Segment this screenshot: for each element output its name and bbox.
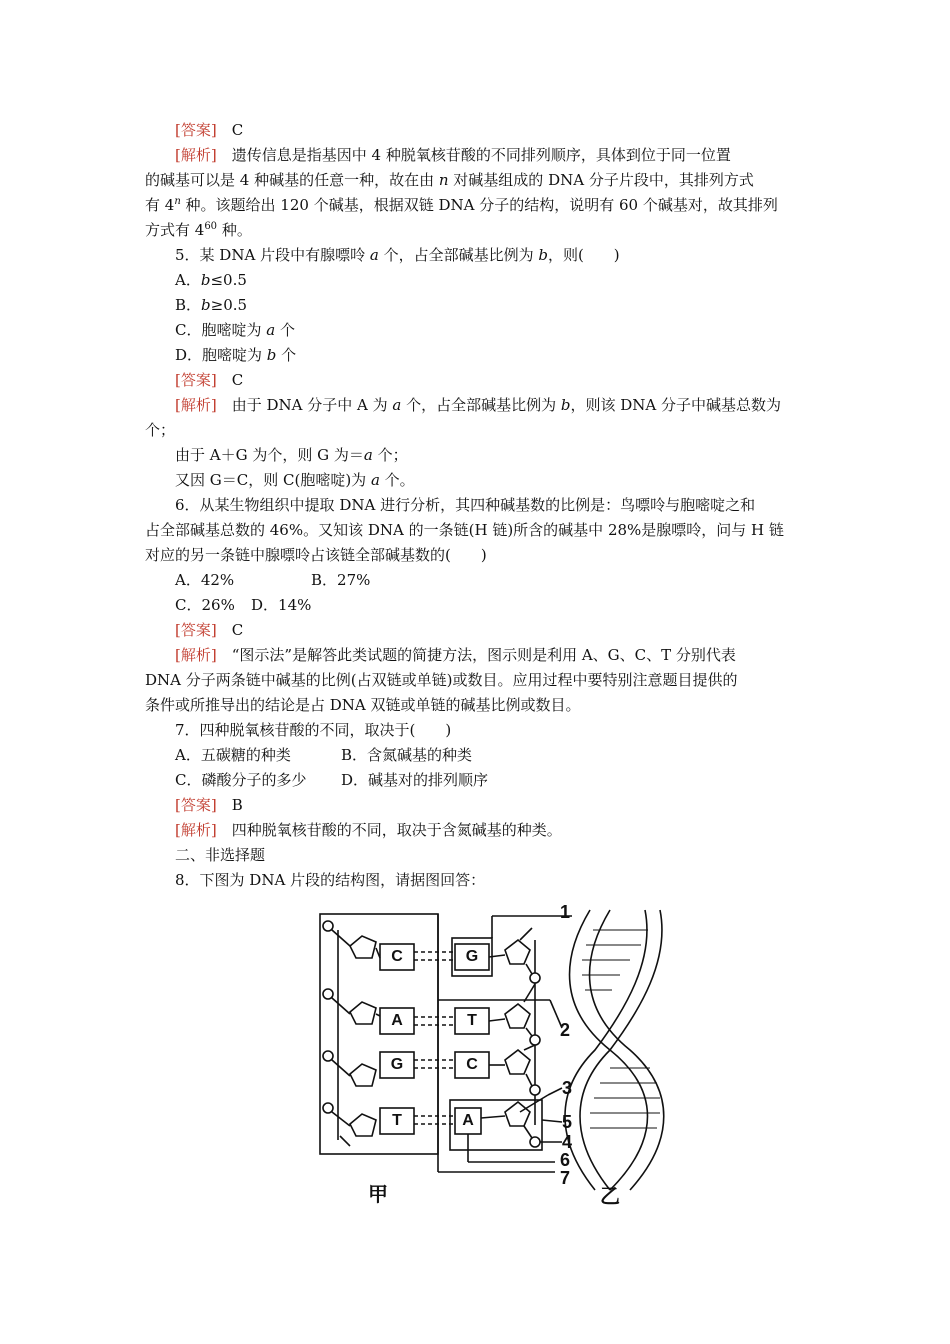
label-number-4: 4 (562, 1132, 573, 1152)
answer-tag: [答案] (175, 796, 217, 814)
q6-options-row (145, 593, 810, 618)
q8-stem: 8．下图为 DNA 片段的结构图，请据图回答： (175, 871, 486, 889)
q7-stem: 7．四种脱氧核苷酸的不同，取决于( ) (175, 721, 452, 739)
base-pair-row-2 (323, 984, 540, 1045)
document-body (145, 118, 810, 893)
label-number-3: 3 (562, 1078, 573, 1098)
answer-value: C (231, 371, 244, 389)
q5-option-a: A．b≤0.5 (175, 271, 247, 289)
q6-option-b: B．27% (311, 571, 371, 589)
q4-analysis-line (145, 143, 810, 168)
q5-stem: 5．某 DNA 片段中有腺嘌呤 a 个，占全部碱基比例为 b，则( ) (175, 246, 620, 264)
base-right-3: C (466, 1056, 478, 1073)
q4-analysis-line: 的碱基可以是 4 种碱基的任意一种，故在由 n 对碱基组成的 DNA 分子片段中，其排列方式 (145, 171, 754, 189)
q6-option-c: C．26% (175, 596, 235, 614)
base-pair-row-1 (323, 921, 540, 983)
label-number-2: 2 (560, 1020, 571, 1040)
dna-structure-figure (310, 900, 680, 1210)
q7-options-row (145, 768, 810, 793)
q7-option-a: A．五碳糖的种类 (175, 746, 291, 764)
q6-option-d: D．14% (251, 596, 312, 614)
label-number-5: 5 (562, 1112, 573, 1132)
base-pair-row-3 (323, 1045, 540, 1095)
q6-analysis-line: 条件或所推导出的结论是占 DNA 双链或单链的碱基比例或数目。 (145, 696, 581, 714)
base-right-1: G (465, 948, 479, 965)
q5-analysis-line: 个； (145, 421, 176, 439)
answer-tag: [答案] (175, 621, 217, 639)
base-right-2: T (467, 1012, 477, 1029)
q7-answer (145, 793, 810, 818)
q7-option-b: B．含氮碱基的种类 (341, 746, 473, 764)
base-left-4: T (392, 1112, 402, 1129)
q4-answer (145, 118, 810, 143)
q6-stem: 6．从某生物组织中提取 DNA 进行分析，其四种碱基数的比例是：鸟嘌呤与胞嘧啶之和 (175, 496, 756, 514)
helix-strand-a (570, 910, 648, 1190)
analysis-tag: [解析] (175, 146, 217, 164)
q5-analysis-line: 由于 A＋G 为个，则 G 为＝a 个； (175, 446, 408, 464)
analysis-tag: [解析] (175, 396, 217, 414)
dna-diagram (310, 900, 680, 1210)
q7-option-d: D．碱基对的排列顺序 (341, 771, 489, 789)
label-number-7: 7 (560, 1168, 571, 1188)
q6-analysis-line: [解析] “图示法”是解答此类试题的简捷方法，图示则是利用 A、G、C、T 分别代表 (175, 646, 736, 664)
base-pair-row-4 (323, 1100, 542, 1150)
helix-rungs (582, 930, 660, 1128)
base-left-2: A (391, 1012, 403, 1029)
q5-option-b: B．b≥0.5 (175, 296, 248, 314)
q5-option-c: C．胞嘧啶为 a 个 (175, 321, 295, 339)
answer-tag: [答案] (175, 121, 217, 139)
figure-label-yi: 乙 (600, 1184, 620, 1208)
q5-analysis-line: 又因 G＝C，则 C(胞嘧啶)为 a 个。 (175, 471, 415, 489)
q6-options-row (145, 568, 810, 593)
q6-stem: 对应的另一条链中腺嘌呤占该链全部碱基数的( ) (145, 546, 487, 564)
section-heading: 二、非选择题 (175, 846, 266, 864)
answer-tag: [答案] (175, 371, 217, 389)
q7-analysis-line: [解析] 四种脱氧核苷酸的不同，取决于含氮碱基的种类。 (175, 821, 562, 839)
analysis-tag: [解析] (175, 646, 217, 664)
label-number-1: 1 (560, 902, 571, 922)
answer-value: C (231, 121, 244, 139)
answer-value: B (231, 796, 243, 814)
q7-options-row (145, 743, 810, 768)
q5-answer (145, 368, 810, 393)
base-left-3: G (390, 1056, 404, 1073)
q6-stem: 占全部碱基总数的 46%。又知该 DNA 的一条链(H 链)所含的碱基中 28%是腺嘌呤，问与 H 链 (145, 521, 784, 539)
q7-option-c: C．磷酸分子的多少 (175, 771, 307, 789)
q6-option-a: A．42% (175, 571, 235, 589)
q5-analysis-line: [解析] 由于 DNA 分子中 A 为 a 个，占全部碱基比例为 b，则该 DNA 分子中碱基总数为 (175, 396, 782, 414)
figure-label-jia: 甲 (368, 1182, 388, 1206)
answer-value: C (231, 621, 244, 639)
label-number-6: 6 (560, 1150, 571, 1170)
q4-analysis-line: 有 4$^n$ 种。该题给出 120 个碱基，根据双链 DNA 分子的结构，说明有 60 个碱基对，故其排列 (145, 196, 778, 214)
base-right-4: A (462, 1112, 474, 1129)
analysis-tag: [解析] (175, 821, 217, 839)
q5-option-d: D．胞嘧啶为 b 个 (175, 346, 297, 364)
analysis-text: 遗传信息是指基因中 4 种脱氧核苷酸的不同排列顺序，具体到位于同一位置 (231, 146, 731, 164)
q6-answer (145, 618, 810, 643)
base-left-1: C (391, 948, 403, 965)
q4-analysis-line: 方式有 $4^{60}$ 种。 (145, 221, 252, 239)
q6-analysis-line: DNA 分子两条链中碱基的比例(占双链或单链)或数目。应用过程中要特别注意题目提供的 (145, 671, 738, 689)
